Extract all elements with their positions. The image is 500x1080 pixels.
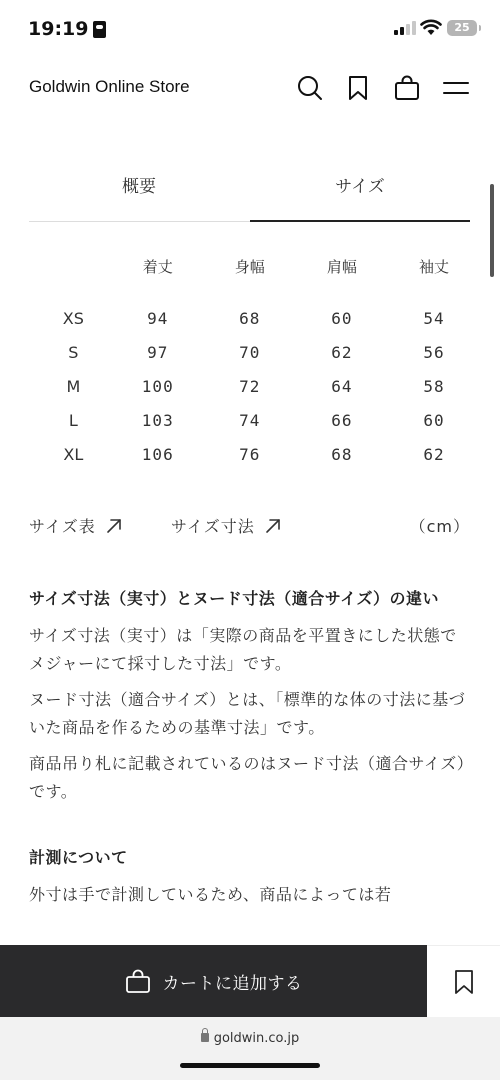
size-links-row	[29, 514, 470, 542]
size-label: M	[66, 376, 81, 396]
table-row	[35, 335, 480, 369]
section-heading-measurement: 計測について	[29, 848, 128, 867]
size-table	[35, 256, 480, 471]
table-cell: 60	[331, 308, 353, 328]
header-size	[35, 256, 112, 301]
home-indicator[interactable]	[180, 1063, 320, 1068]
status-bar	[0, 0, 500, 60]
add-to-cart-label: カートに追加する	[162, 973, 303, 994]
tab-size[interactable]: サイズ	[335, 177, 385, 197]
header-width: 身幅	[234, 258, 265, 276]
table-cell: 56	[423, 342, 445, 362]
cellular-signal-icon	[394, 21, 416, 35]
size-dimensions-link[interactable]	[171, 514, 281, 537]
menu-icon[interactable]	[442, 74, 470, 102]
size-dimensions-link-label: サイズ寸法	[171, 517, 255, 536]
bookmark-icon[interactable]	[344, 74, 372, 102]
battery-icon	[447, 20, 477, 36]
table-cell: 72	[239, 376, 261, 396]
table-cell: 97	[147, 342, 169, 362]
table-cell: 62	[331, 342, 353, 362]
status-time	[28, 18, 106, 40]
size-label: XS	[62, 308, 84, 328]
shopping-bag-icon	[125, 969, 151, 993]
url-text: goldwin.co.jp	[213, 1031, 300, 1046]
store-title[interactable]: Goldwin Online Store	[29, 77, 190, 96]
table-cell: 74	[239, 410, 261, 430]
external-arrow-icon	[265, 518, 281, 534]
size-label: XL	[63, 444, 84, 464]
battery-level: 25	[454, 21, 470, 34]
unit-label: （cm）	[409, 517, 470, 536]
header-shoulder: 肩幅	[326, 258, 357, 276]
size-chart-link-label: サイズ表	[29, 517, 96, 536]
wifi-icon	[420, 19, 442, 36]
table-row	[35, 437, 480, 471]
table-cell: 94	[147, 308, 169, 328]
size-label: L	[68, 410, 78, 430]
favorite-button[interactable]	[427, 945, 500, 1017]
bottom-action-bar	[0, 945, 500, 1017]
table-cell: 54	[423, 308, 445, 328]
paragraph-measurement: 外寸は手で計測しているため、商品によっては若	[29, 885, 392, 904]
id-card-icon	[93, 21, 106, 38]
table-cell: 60	[423, 410, 445, 430]
size-chart-link[interactable]	[29, 514, 122, 537]
table-cell: 64	[331, 376, 353, 396]
table-cell: 68	[331, 444, 353, 464]
table-cell: 70	[239, 342, 261, 362]
search-icon[interactable]	[296, 74, 324, 102]
shopping-bag-icon[interactable]	[393, 74, 421, 102]
lock-icon	[201, 1033, 209, 1042]
size-notes	[29, 585, 470, 909]
size-table-header	[35, 256, 480, 301]
external-arrow-icon	[106, 518, 122, 534]
header-sleeve: 袖丈	[418, 258, 449, 276]
clock: 19:19	[28, 18, 89, 40]
table-cell: 66	[331, 410, 353, 430]
section-heading-size-difference: サイズ寸法（実寸）とヌード寸法（適合サイズ）の違い	[29, 589, 439, 608]
scrollbar-thumb[interactable]	[490, 184, 494, 277]
table-cell: 106	[141, 444, 174, 464]
table-cell: 68	[239, 308, 261, 328]
site-header	[0, 62, 500, 114]
header-length: 着丈	[142, 258, 173, 276]
product-tabs	[29, 170, 470, 224]
browser-address-bar	[0, 1017, 500, 1080]
tab-overview[interactable]: 概要	[122, 177, 156, 197]
table-row	[35, 301, 480, 335]
add-to-cart-button[interactable]	[0, 945, 427, 1017]
table-cell: 62	[423, 444, 445, 464]
paragraph-tag-note: 商品吊り札に記載されているのはヌード寸法（適合サイズ）です。	[29, 754, 466, 801]
table-cell: 58	[423, 376, 445, 396]
table-row	[35, 403, 480, 437]
paragraph-nude-size: ヌード寸法（適合サイズ）とは、「標準的な体の寸法に基づいた商品を作るための基準寸法」です。	[29, 690, 466, 737]
active-tab-indicator	[250, 220, 470, 222]
url-field[interactable]	[0, 1031, 500, 1046]
table-cell: 100	[141, 376, 174, 396]
table-row	[35, 369, 480, 403]
paragraph-actual-size: サイズ寸法（実寸）は「実際の商品を平置きにした状態でメジャーにて採寸した寸法」です。	[29, 626, 457, 673]
bookmark-icon	[453, 969, 475, 995]
table-cell: 76	[239, 444, 261, 464]
size-label: S	[68, 342, 79, 362]
table-cell: 103	[141, 410, 174, 430]
